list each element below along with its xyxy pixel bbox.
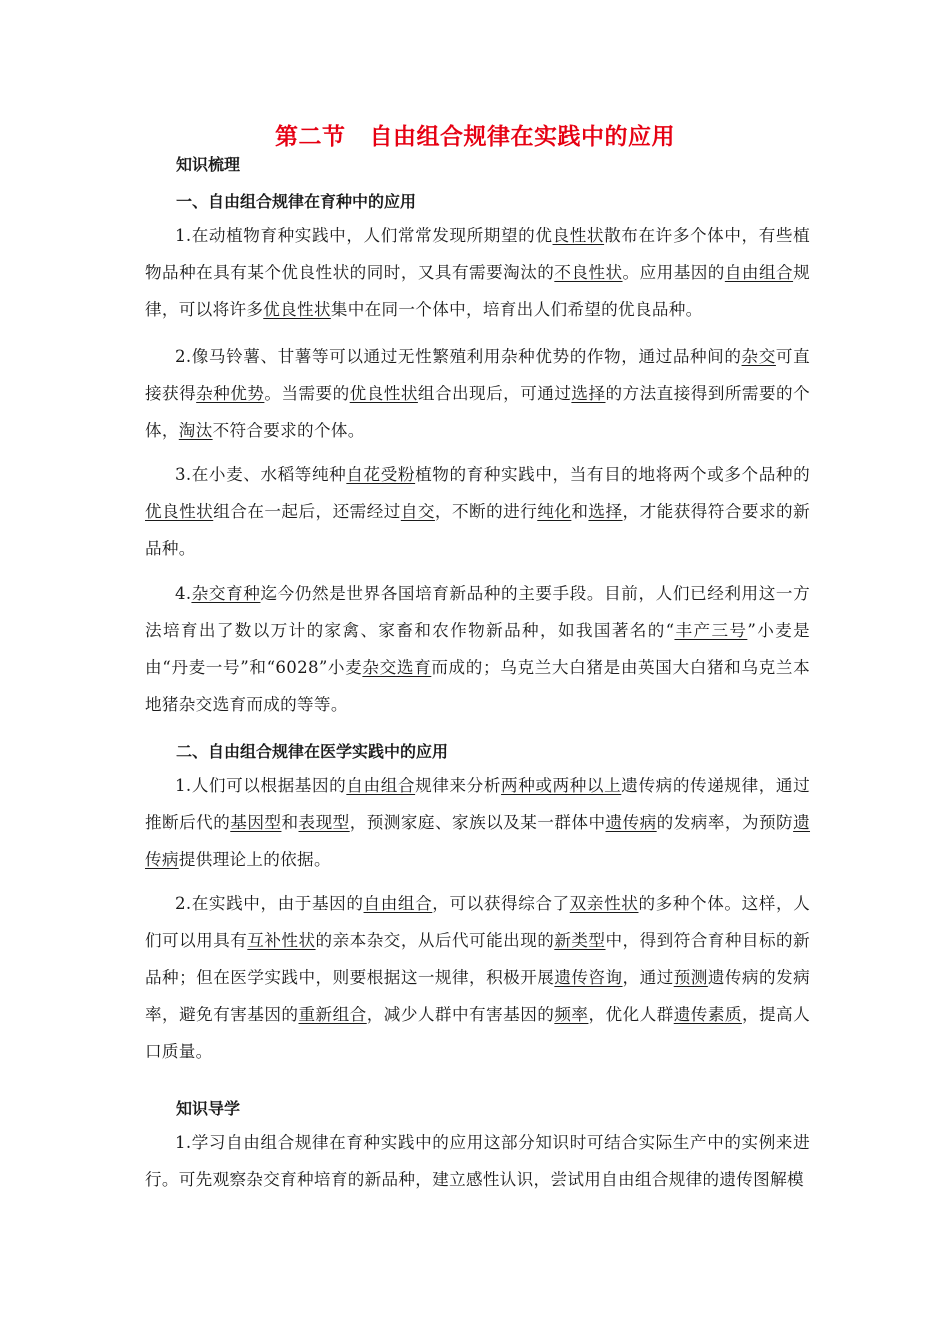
paragraph-text: 2.在实践中，由于基因的 xyxy=(175,894,364,913)
paragraph-text: 而成的；乌克兰大白猪是由英国大白猪和乌克兰本地猪杂交选育而成的等等。 xyxy=(145,658,810,714)
underlined-term: 优良性状 xyxy=(263,300,331,319)
paragraph-text: 可直接获得 xyxy=(145,347,810,403)
paragraph-text: 和 xyxy=(281,813,299,832)
underlined-term: 自由组合 xyxy=(363,894,433,913)
underlined-term: 杂交育种 xyxy=(191,584,261,603)
paragraph-text: 中，得到符合育种目标的新品种；但在医学实践中，则要根据这一规律，积极开展 xyxy=(145,931,810,987)
underlined-term: 遗传病 xyxy=(605,813,657,832)
paragraph-text: ，不断的进行 xyxy=(434,502,538,521)
underlined-term: 丰产三号 xyxy=(674,621,748,640)
underlined-term: 自由组合 xyxy=(346,776,416,795)
paragraph-text: 的多种个体。这样，人们可以用具有 xyxy=(145,894,811,950)
paragraph-text: 1.学习自由组合规律在育种实践中的应用这部分知识时可结合实际生产中的实例来进行。可先观察杂交育种培育的新品种，建立感性认识，尝试用自由组合规律的遗传图解模 xyxy=(145,1133,810,1189)
section-name: 自由组合规律在实践中的应用 xyxy=(369,124,675,150)
heading-part2: 二、自由组合规律在医学实践中的应用 xyxy=(176,742,449,761)
underlined-term: 淘汰 xyxy=(178,421,213,440)
underlined-term: 自花受粉 xyxy=(346,465,416,484)
paragraph-text: 迄今仍然是世界各国培育新品种的主要手段。目前，人们已经利用这一方法培育出了数以万计的家禽、家畜和农作物新品种，如我国著名的“ xyxy=(145,584,811,640)
underlined-term: 自由组合 xyxy=(724,263,794,282)
paragraph-text: 3.在小麦、水稻等纯种 xyxy=(175,465,347,484)
underlined-term: 表现型 xyxy=(298,813,350,832)
paragraph-text: ，才能获得符合要求的新品种。 xyxy=(145,502,810,558)
underlined-term: 良性状 xyxy=(552,226,605,245)
underlined-term: 杂种优势 xyxy=(196,384,265,403)
underlined-term: 重新组合 xyxy=(298,1005,367,1024)
paragraph-text: 集中在同一个体中，培育出人们希望的优良品种。 xyxy=(330,300,703,319)
heading-knowledge-review: 知识梳理 xyxy=(176,155,241,174)
underlined-term: 互补性状 xyxy=(247,931,316,950)
paragraph-text: ，可以获得综合了 xyxy=(432,894,570,913)
underlined-term: 自交 xyxy=(400,502,435,521)
paragraph xyxy=(145,217,810,328)
paragraph xyxy=(145,885,810,1070)
paragraph xyxy=(145,338,810,449)
underlined-term: 优良性状 xyxy=(145,502,214,521)
paragraph-text: 遗传病的传递规律，通过推断后代的 xyxy=(145,776,811,832)
page-title xyxy=(0,118,950,151)
underlined-term: 两种或两种以上 xyxy=(501,776,622,795)
paragraph-text: ，预测家庭、家族以及某一群体中 xyxy=(349,813,606,832)
paragraph-text: 规律来分析 xyxy=(415,776,502,795)
paragraph-text: ，优化人群 xyxy=(588,1005,674,1024)
underlined-term: 预测 xyxy=(673,968,708,987)
underlined-term: 选择 xyxy=(571,384,606,403)
paragraph xyxy=(145,767,810,878)
paragraph-text: 的亲本杂交，从后代可能出现的 xyxy=(315,931,555,950)
underlined-term: 遗传素质 xyxy=(673,1005,742,1024)
paragraph-text: 组合出现后，可通过 xyxy=(417,384,572,403)
underlined-term: 频率 xyxy=(554,1005,589,1024)
paragraph-text: 组合在一起后，还需经过 xyxy=(213,502,401,521)
paragraph-text: 不符合要求的个体。 xyxy=(212,421,365,440)
paragraph xyxy=(145,456,810,567)
underlined-term: 纯化 xyxy=(537,502,572,521)
paragraph-text: 和 xyxy=(571,502,589,521)
paragraph-text: 的发病率，为预防 xyxy=(656,813,794,832)
paragraph-text: 1.在动植物育种实践中，人们常常发现所期望的优 xyxy=(175,226,553,245)
paragraph-text: 。应用基因的 xyxy=(622,263,725,282)
underlined-term: 遗传病 xyxy=(145,813,811,869)
underlined-term: 杂交 xyxy=(741,347,776,366)
paragraph-text: ”小麦是由“丹麦一号”和“6028”小麦 xyxy=(145,621,811,677)
paragraph-text: 2.像马铃薯、甘薯等可以通过无性繁殖利用杂种优势的作物，通过品种间的 xyxy=(175,347,742,366)
underlined-term: 基因型 xyxy=(230,813,282,832)
paragraph-text: 的方法直接得到所需要的个体， xyxy=(145,384,810,440)
paragraph xyxy=(145,575,810,723)
heading-part1: 一、自由组合规律在育种中的应用 xyxy=(176,192,417,211)
underlined-term: 双亲性状 xyxy=(569,894,639,913)
underlined-term: 不良性状 xyxy=(554,263,623,282)
paragraph-text: ，通过 xyxy=(622,968,674,987)
paragraph-text: 。当需要的 xyxy=(264,384,350,403)
paragraph-text: 植物的育种实践中，当有目的地将两个或多个品种的 xyxy=(415,465,810,484)
paragraph-text: 散布在许多个体中，有些植物品种在具有某个优良性状的同时，又具有需要淘汰的 xyxy=(145,226,810,282)
section-number: 第二节 xyxy=(275,124,346,150)
paragraph-text: 规律，可以将许多 xyxy=(145,263,810,319)
paragraph-text: ，提高人口质量。 xyxy=(145,1005,810,1061)
paragraph xyxy=(145,1124,810,1198)
paragraph-text: 4. xyxy=(175,584,192,603)
underlined-term: 优良性状 xyxy=(349,384,418,403)
underlined-term: 杂交选育 xyxy=(362,658,432,677)
paragraph-text: 1.人们可以根据基因的 xyxy=(175,776,347,795)
paragraph-text: 提供理论上的依据。 xyxy=(178,850,331,869)
underlined-term: 选择 xyxy=(588,502,623,521)
underlined-term: 遗传咨询 xyxy=(554,968,623,987)
underlined-term: 新类型 xyxy=(554,931,606,950)
heading-knowledge-guide: 知识导学 xyxy=(176,1099,241,1118)
paragraph-text: ，减少人群中有害基因的 xyxy=(366,1005,555,1024)
paragraph-text: 遗传病的发病率，避免有害基因的 xyxy=(145,968,810,1024)
